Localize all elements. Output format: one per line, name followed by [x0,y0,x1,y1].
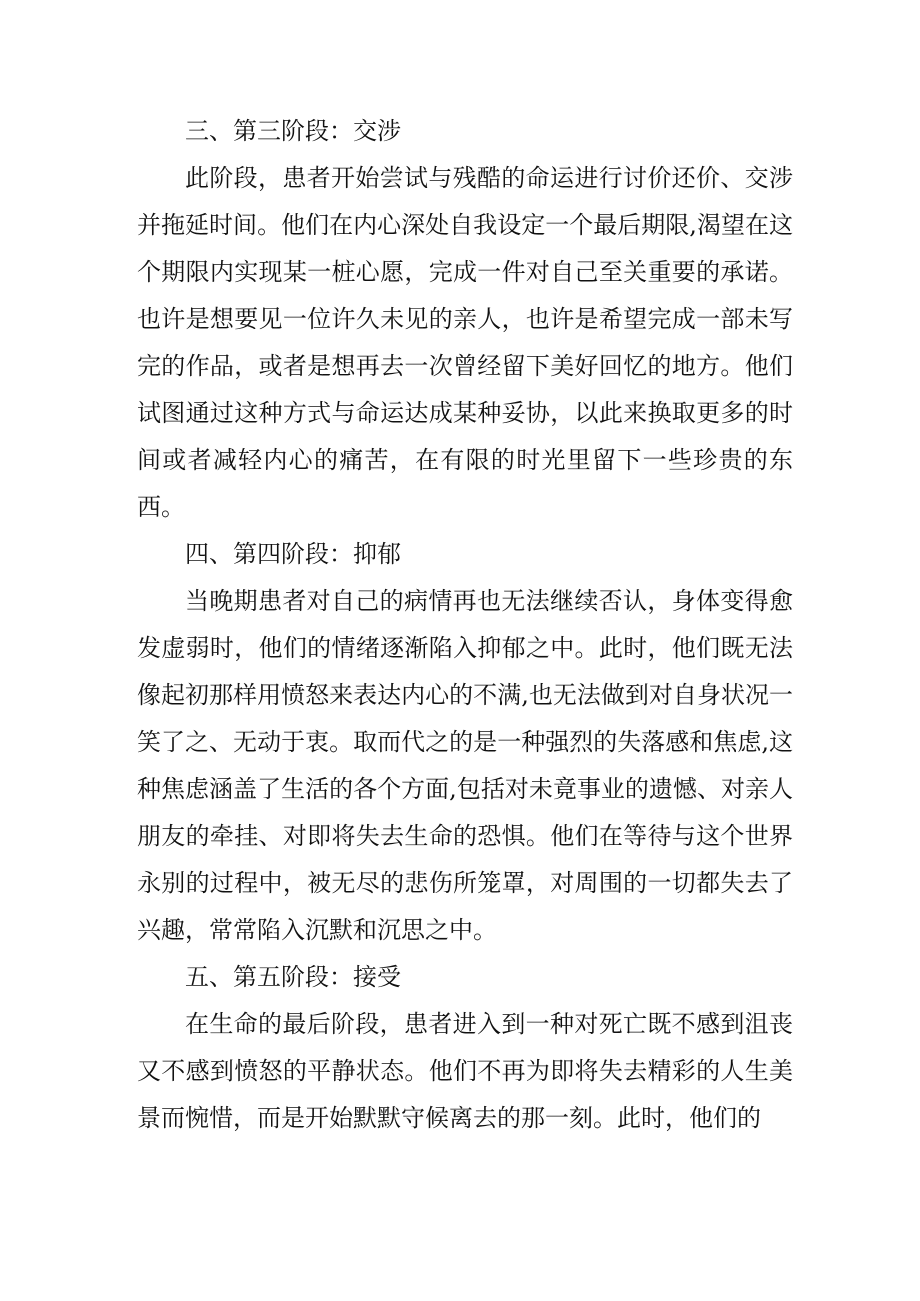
section-heading-stage-five: 五、第五阶段：接受 [185,963,401,991]
section-paragraph-stage-four: 当晚期患者对自己的病情再也无法继续否认，身体变得愈发虚弱时，他们的情绪逐渐陷入抑郁之中。此时，他们既无法像起初那样用愤怒来表达内心的不满,也无法做到对自身状况一笑了之、无动于衷。取而代之的是一种强烈的失落感和焦虑,这种焦虑涵盖了生活的各个方面,包括对未竟事业的遗憾、对亲人朋友的牵挂、对即将失去生命的恐惧。他们在等待与这个世界永别的过程中，被无尽的悲伤所笼罩，对周围的一切都失去了兴趣，常常陷入沉默和沉思之中。 [137,587,793,944]
section-heading-stage-three: 三、第三阶段：交涉 [185,117,401,145]
section-paragraph-stage-three: 此阶段，患者开始尝试与残酷的命运进行讨价还价、交涉并拖延时间。他们在内心深处自我设定一个最后期限,渴望在这个期限内实现某一桩心愿，完成一件对自己至关重要的承诺。也许是想要见一位许久未见的亲人，也许是希望完成一部未写完的作品，或者是想再去一次曾经留下美好回忆的地方。他们试图通过这种方式与命运达成某种妥协，以此来换取更多的时间或者减轻内心的痛苦，在有限的时光里留下一些珍贵的东西。 [137,164,793,521]
section-paragraph-stage-five: 在生命的最后阶段，患者进入到一种对死亡既不感到沮丧又不感到愤怒的平静状态。他们不再为即将失去精彩的人生美景而惋惜，而是开始默默守候离去的那一刻。此时，他们的 [137,1010,793,1132]
document-body [137,108,793,1142]
section-heading-stage-four: 四、第四阶段：抑郁 [185,540,401,568]
